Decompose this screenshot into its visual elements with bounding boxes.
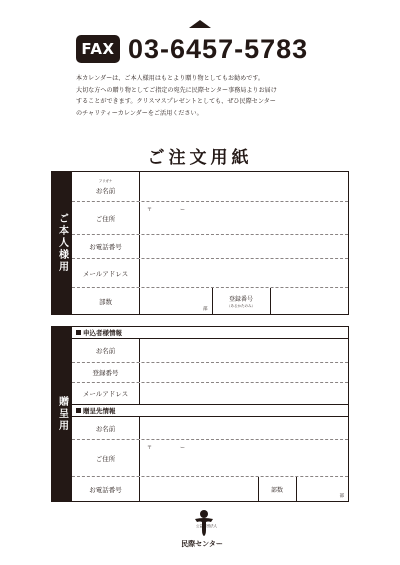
person-globe-icon [193, 508, 215, 538]
recipient-heading-text: 贈呈先情報 [83, 407, 116, 415]
gift-quantity-label-cell [258, 477, 296, 502]
gift-section [51, 326, 349, 502]
personal-sidebar [52, 172, 72, 314]
gift-quantity-unit: 部 [339, 494, 344, 499]
gift-sidebar [52, 327, 72, 501]
recipient-address-row [72, 440, 348, 477]
quantity-unit: 部 [203, 307, 208, 312]
gift-quantity-field[interactable] [297, 477, 348, 502]
logo-org-type: 公益財団法人 [196, 524, 217, 528]
gift-sidebar-label: 贈呈用 [56, 396, 68, 432]
form-title: ご注文用紙 [147, 148, 253, 168]
address-label-cell [72, 202, 140, 234]
quantity-label-cell [72, 288, 140, 315]
applicant-heading-text: 申込者様情報 [83, 329, 122, 337]
recipient-address-label-cell [72, 440, 140, 476]
address-field[interactable] [140, 202, 348, 234]
quantity-label: 部数 [99, 298, 112, 306]
applicant-name-row [72, 339, 348, 363]
applicant-reg-label-cell [72, 363, 140, 382]
reg-label: 登録番号 [228, 296, 253, 303]
postal-dash: ー [180, 445, 186, 451]
personal-address-row [72, 202, 348, 235]
personal-section [51, 171, 349, 315]
applicant-email-row [72, 383, 348, 405]
applicant-heading [72, 327, 348, 339]
name-label-cell [72, 172, 140, 201]
postal-mark: 〒 [147, 207, 153, 213]
furigana-label: フリガナ [98, 178, 113, 183]
recipient-phone-label: お電話番号 [89, 486, 122, 494]
email-field[interactable] [140, 259, 348, 287]
applicant-reg-label: 登録番号 [92, 369, 119, 377]
quantity-field[interactable] [140, 288, 348, 315]
personal-phone-row [72, 235, 348, 259]
org-logo [176, 508, 228, 553]
personal-sidebar-label: ご本人様用 [56, 213, 68, 273]
fax-badge: FAX [76, 35, 120, 63]
recipient-phone-label-cell [72, 477, 140, 502]
phone-label: お電話番号 [89, 243, 122, 251]
postal-dash: ー [180, 207, 186, 213]
postal-mark: 〒 [147, 445, 153, 451]
recipient-phone-field[interactable] [140, 477, 348, 502]
name-label: お名前 [95, 186, 116, 195]
applicant-name-label: お名前 [95, 347, 116, 355]
intro-text [76, 73, 336, 119]
intro-line: のチャリティーカレンダーをご活用ください。 [76, 109, 203, 117]
personal-name-row [72, 172, 348, 202]
recipient-name-label-cell [72, 417, 140, 439]
address-label: ご住所 [95, 214, 116, 223]
applicant-email-field[interactable] [140, 383, 348, 404]
intro-line: することができます。クリスマスプレゼントとしても、ぜひ民際センター [76, 98, 276, 105]
recipient-name-field[interactable] [140, 417, 348, 439]
intro-line: 大切な方への贈り物としてご指定の宛先に民際センター事務局よりお届け [76, 86, 277, 94]
recipient-heading [72, 405, 348, 417]
square-bullet-icon [76, 408, 81, 413]
recipient-phone-row [72, 477, 348, 502]
applicant-reg-field[interactable] [140, 363, 348, 382]
applicant-email-label: メールアドレス [82, 390, 129, 398]
intro-line: 本カレンダーは、ご本人様用はもとより贈り物としてもお勧めです。 [76, 75, 265, 82]
recipient-address-label: ご住所 [95, 454, 116, 463]
email-label-cell [72, 259, 140, 287]
applicant-name-field[interactable] [140, 339, 348, 362]
personal-email-row [72, 259, 348, 288]
top-triangle-decoration [189, 20, 211, 28]
applicant-reg-row [72, 363, 348, 383]
recipient-name-label: お名前 [95, 424, 116, 433]
recipient-name-row [72, 417, 348, 440]
fax-number[interactable]: 03-6457-5783 [128, 33, 309, 64]
applicant-email-label-cell [72, 383, 140, 404]
fax-header [76, 34, 308, 64]
reg-number-field[interactable] [271, 288, 348, 315]
square-bullet-icon [76, 330, 81, 335]
reg-note: （あるかたのみ） [227, 304, 255, 308]
phone-field[interactable] [140, 235, 348, 258]
name-field[interactable] [140, 172, 348, 201]
phone-label-cell [72, 235, 140, 258]
applicant-name-label-cell [72, 339, 140, 362]
personal-quantity-row [72, 288, 348, 315]
reg-label-cell [212, 288, 270, 315]
recipient-address-field[interactable] [140, 440, 348, 476]
logo-org-name: 民際センター [181, 540, 223, 548]
gift-quantity-label: 部数 [270, 487, 283, 494]
email-label: メールアドレス [82, 269, 129, 278]
